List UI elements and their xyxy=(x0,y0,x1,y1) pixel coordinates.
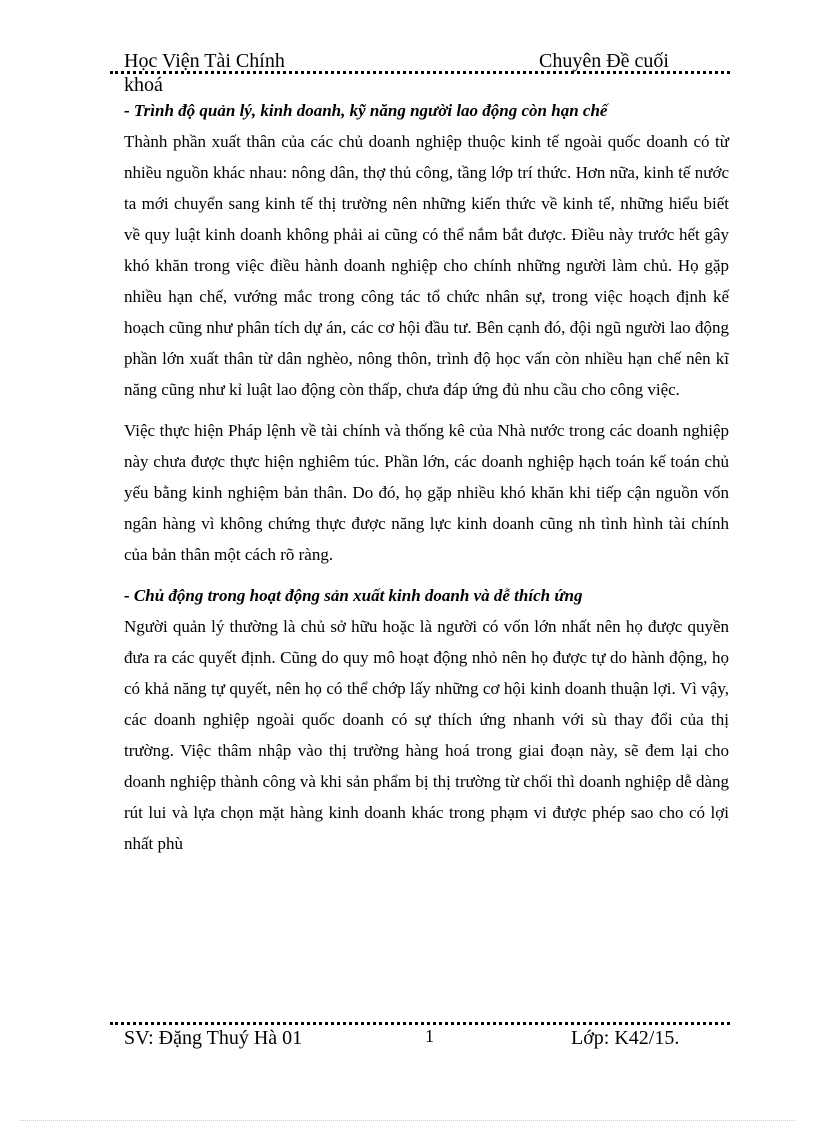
footer-class: Lớp: K42/15. xyxy=(571,1027,680,1049)
paragraph: Việc thực hiện Pháp lệnh về tài chính và thống kê của Nhà nước trong các doanh nghiệp này chưa được thực hiện nghiêm túc. Phần lớn, các doanh nghiệp hạch toán kế toán chủ yếu bằng kinh nghiệm bản thân. Do đó, họ gặp nhiều khó khăn khi tiếp cận nguồn vốn ngân hàng vì không chứng thực được năng lực kinh doanh cũng nh tình hình tài chính của bản thân một cách rõ ràng. xyxy=(124,421,729,564)
section-heading: - Chủ động trong hoạt động sản xuất kinh doanh và dễ thích ứng xyxy=(124,586,583,605)
header-document-type-wrap: khoá xyxy=(124,74,163,96)
page-body xyxy=(124,95,729,859)
header-document-type: Chuyên Đề cuối xyxy=(539,50,669,72)
header-dotted-rule xyxy=(110,71,730,74)
footer-dotted-rule xyxy=(110,1022,730,1025)
footer-page-number: 1 xyxy=(425,1026,434,1046)
header-institution: Học Viện Tài Chính xyxy=(124,50,285,72)
section-heading: - Trình độ quản lý, kinh doanh, kỹ năng người lao động còn hạn chế xyxy=(124,101,608,120)
footer-student-name: SV: Đặng Thuý Hà 01 xyxy=(124,1027,303,1049)
paragraph: Người quản lý thường là chủ sở hữu hoặc là người có vốn lớn nhất nên họ được quyền đưa ra các quyết định. Cũng do quy mô hoạt động nhỏ nên họ được tự do hành động, họ có khả năng tự quyết, nên họ có thể chớp lấy những cơ hội kinh doanh thuận lợi. Vì vậy, các doanh nghiệp ngoài quốc doanh có sự thích ứng nhanh với sù thay đổi của thị trường. Việc thâm nhập vào thị trường hàng hoá trong giai đoạn này, sẽ đem lại cho doanh nghiệp thành công và khi sản phẩm bị thị trường từ chối thì doanh nghiệp dễ dàng rút lui và lựa chọn mặt hàng kinh doanh khác trong phạm vi được phép sao cho có lợi nhất phù xyxy=(124,617,729,853)
page-edge-divider xyxy=(20,1120,796,1121)
paragraph: Thành phần xuất thân của các chủ doanh nghiệp thuộc kinh tế ngoài quốc doanh có từ nhiều nguồn khác nhau: nông dân, thợ thủ công, tầng lớp trí thức. Hơn nữa, kinh tế nước ta mới chuyển sang kinh tế thị trường nên những kiến thức về kinh tế, những hiểu biết về quy luật kinh doanh không phải ai cũng có thể nắm bắt được. Điều này trước hết gây khó khăn trong việc điều hành doanh nghiệp cho chính những người làm chủ. Họ gặp nhiều hạn chế, vướng mắc trong công tác tổ chức nhân sự, trong việc hoạch định kế hoạch cũng như phân tích dự án, các cơ hội đầu tư. Bên cạnh đó, đội ngũ người lao động phần lớn xuất thân từ dân nghèo, nông thôn, trình độ học vấn còn nhiều hạn chế nên kĩ năng cũng như kỉ luật lao động còn thấp, chưa đáp ứng đủ nhu cầu cho công việc. xyxy=(124,132,729,399)
